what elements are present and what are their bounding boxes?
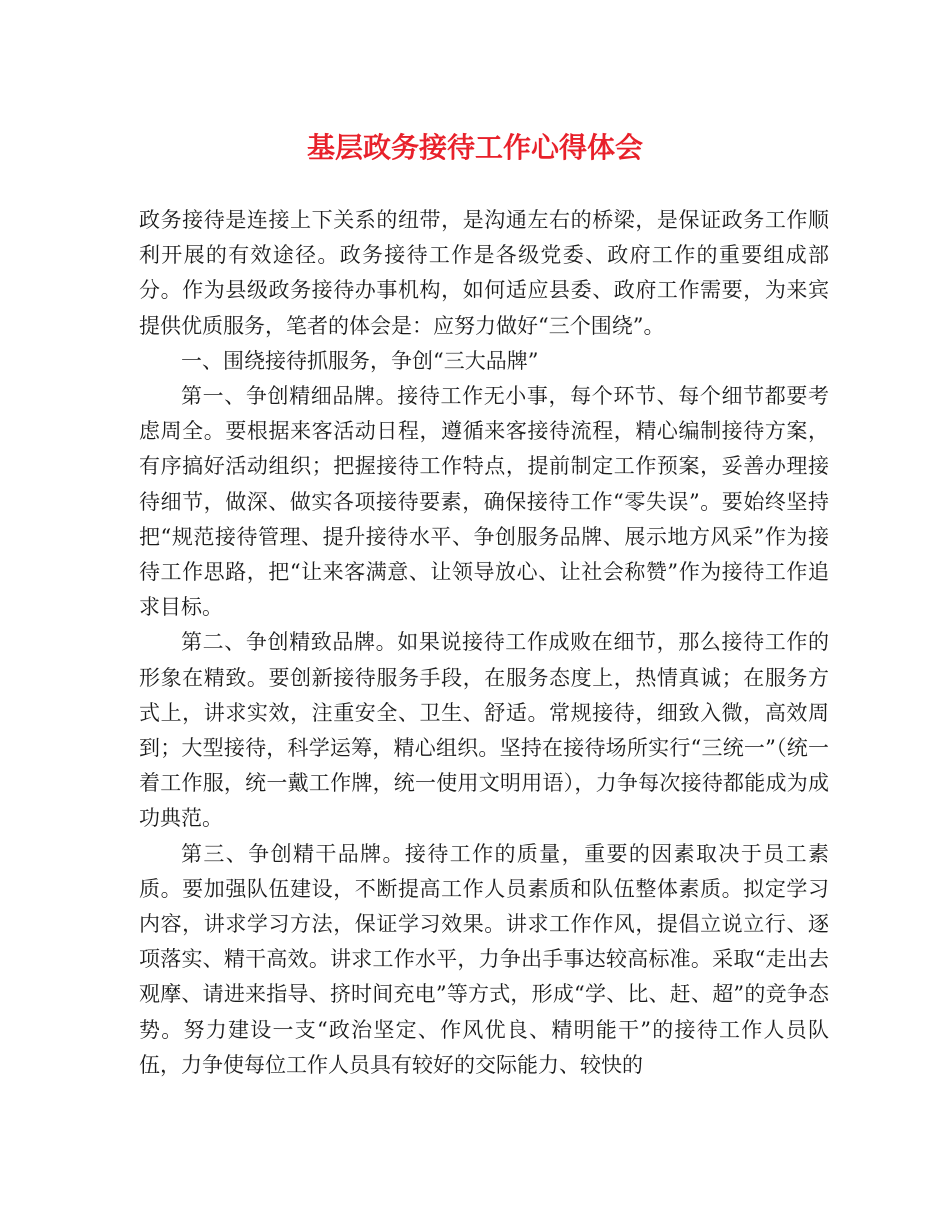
paragraph-brand-2: 第二、争创精致品牌。如果说接待工作成败在细节，那么接待工作的形象在精致。要创新接待服务手段，在服务态度上，热情真诚；在服务方式上，讲求实效，注重安全、卫生、舒适。常规接待，细致入微，高效周到；大型接待，科学运筹，精心组织。坚持在接待场所实行“三统一”（统一着工作服，统一戴工作牌，统一使用文明用语），力争每次接待都能成为成功典范。 <box>139 630 829 831</box>
paragraph-intro: 政务接待是连接上下关系的纽带，是沟通左右的桥梁，是保证政务工作顺利开展的有效途径。政务接待工作是各级党委、政府工作的重要组成部分。作为县级政务接待办事机构，如何适应县委、政府工作需要，为来宾提供优质服务，笔者的体会是：应努力做好“三个围绕”。 <box>139 208 829 338</box>
section-heading-1: 一、围绕接待抓服务，争创“三大品牌” <box>181 348 539 373</box>
document-body <box>139 203 829 1083</box>
paragraph-brand-1: 第一、争创精细品牌。接待工作无小事，每个环节、每个细节都要考虑周全。要根据来客活动日程，遵循来客接待流程，精心编制接待方案，有序搞好活动组织；把握接待工作特点，提前制定工作预案，妥善办理接待细节，做深、做实各项接待要素，确保接待工作“零失误”。要始终坚持把“规范接待管理、提升接待水平、争创服务品牌、展示地方风采”作为接待工作思路，把“让来客满意、让领导放心、让社会称赞”作为接待工作追求目标。 <box>139 384 829 620</box>
paragraph-brand-3: 第三、争创精干品牌。接待工作的质量，重要的因素取决于员工素质。要加强队伍建设，不断提高工作人员素质和队伍整体素质。拟定学习内容，讲求学习方法，保证学习效果。讲求工作作风，提倡立说立行、逐项落实、精干高效。讲求工作水平，力争出手事达较高标准。采取“走出去观摩、请进来指导、挤时间充电”等方式，形成“学、比、赶、超”的竞争态势。努力建设一支“政治坚定、作风优良、精明能干”的接待工作人员队伍，力争使每位工作人员具有较好的交际能力、较快的 <box>139 841 829 1077</box>
document-title: 基层政务接待工作心得体会 <box>306 131 643 164</box>
